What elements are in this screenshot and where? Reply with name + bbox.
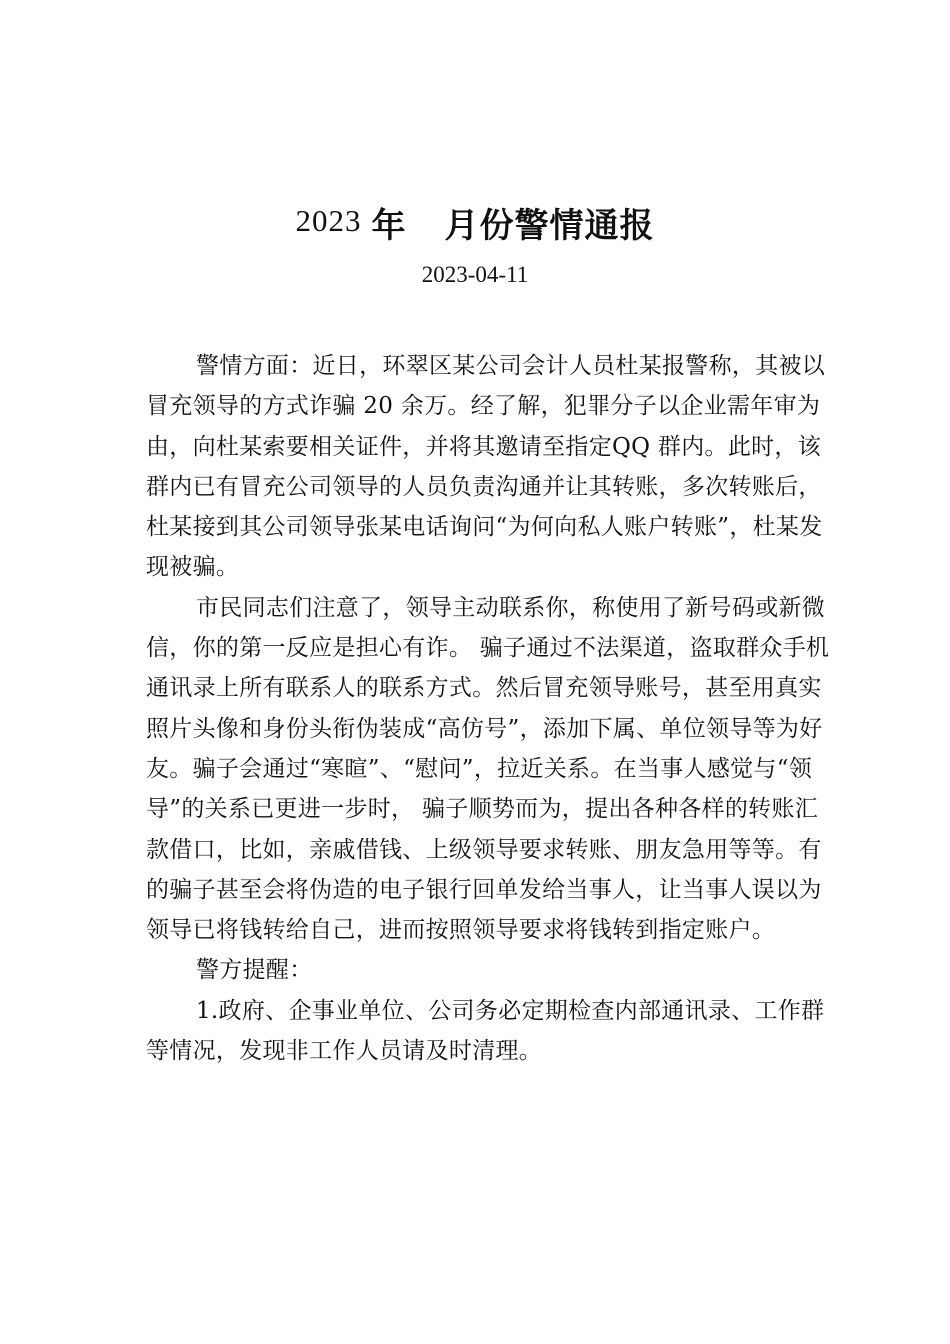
paragraph-warning: 市民同志们注意了，领导主动联系你，称使用了新号码或新微信，你的第一反应是担心有诈。 骗子通过不法渠道，盗取群众手机通讯录上所有联系人的联系方式。然后冒充领导账号，甚至用真实照片头像和身份头衔伪装成“高仿号”，添加下属、单位领导等为好友。骗子会通过“寒暄”、“慰问”，拉近关系。在当事人感觉与“领导”的关系已更进一步时， 骗子顺势而为，提出各种各样的转账汇款借口，比如，亲戚借钱、上级领导要求转账、朋友急用等等。有的骗子甚至会将伪造的电子银行回单发给当事人，让当事人误以为领导已将钱转给自己，进而按照领导要求将钱转到指定账户。 bbox=[146, 594, 830, 944]
document-body bbox=[146, 346, 836, 1071]
title-rest: 月份警情通报 bbox=[444, 206, 655, 246]
paragraph-incident: 警情方面：近日，环翠区某公司会计人员杜某报警称，其被以冒充领导的方式诈骗 20 余万。经了解，犯罪分子以企业需年审为由，向杜某索要相关证件，并将其邀请至指定QQ 群内。此时，该群内已有冒充公司领导的人员负责沟通并让其转账，多次转账后，杜某接到其公司领导张某电话询问“为何向私人账户转账”，杜某发现被骗。 bbox=[146, 353, 826, 581]
document-date: 2023-04-11 bbox=[421, 262, 529, 287]
paragraph-police-reminder-heading: 警方提醒： bbox=[196, 957, 313, 984]
title-year: 2023 bbox=[295, 203, 362, 238]
title-year-suffix: 年 bbox=[371, 206, 407, 246]
paragraph-reminder-item-1: 1.政府、企事业单位、公司务必定期检查内部通讯录、工作群等情况，发现非工作人员请及时清理。 bbox=[146, 997, 825, 1065]
document-title bbox=[0, 198, 950, 247]
